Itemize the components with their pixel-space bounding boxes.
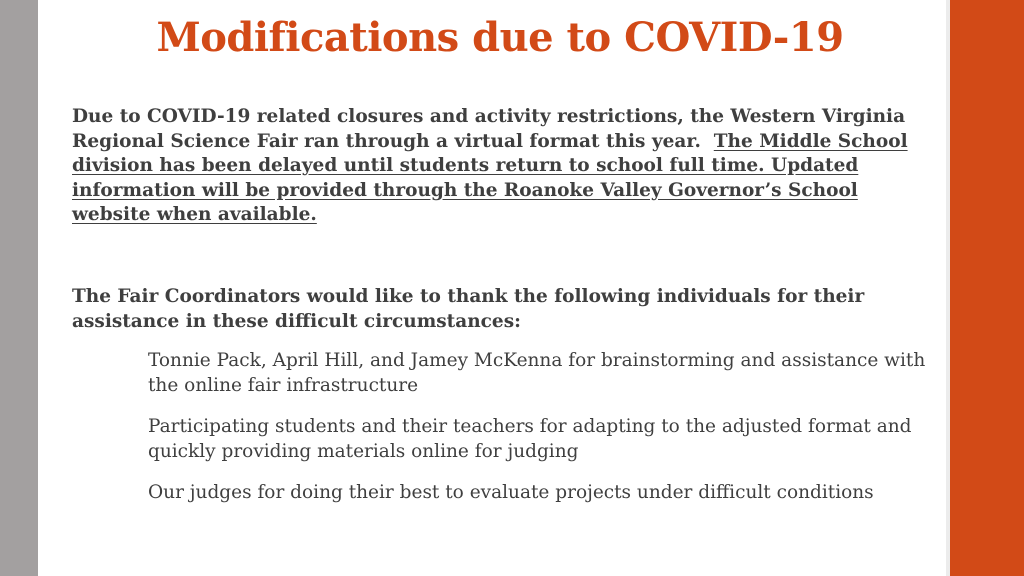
intro-text: Due to COVID-19 related closures and activity restrictions, the Western Virginia Regional Science Fair ran through a virtual format this year. <box>72 106 912 152</box>
list-item: Participating students and their teachers for adapting to the adjusted format and quickly providing materials online for judging <box>148 416 912 462</box>
thanks-paragraph: The Fair Coordinators would like to thank the following individuals for their assistance in these difficult circumstances: <box>72 286 865 332</box>
list-item: Our judges for doing their best to evaluate projects under difficult conditions <box>148 482 874 503</box>
list-item: Tonnie Pack, April Hill, and Jamey McKenna for brainstorming and assistance with the online fair infrastructure <box>148 350 926 396</box>
right-accent-bar <box>950 0 1024 576</box>
acknowledgement-list <box>148 349 938 523</box>
intro-underlined-text: The Middle School division has been delayed until students return to school full time. Updated information will be provided through the Roanoke Valley Governor’s School website when available. <box>72 130 908 225</box>
left-decorative-bar <box>0 0 38 576</box>
intro-paragraph <box>72 105 932 228</box>
slide-title: Modifications due to COVID-19 <box>156 14 844 61</box>
